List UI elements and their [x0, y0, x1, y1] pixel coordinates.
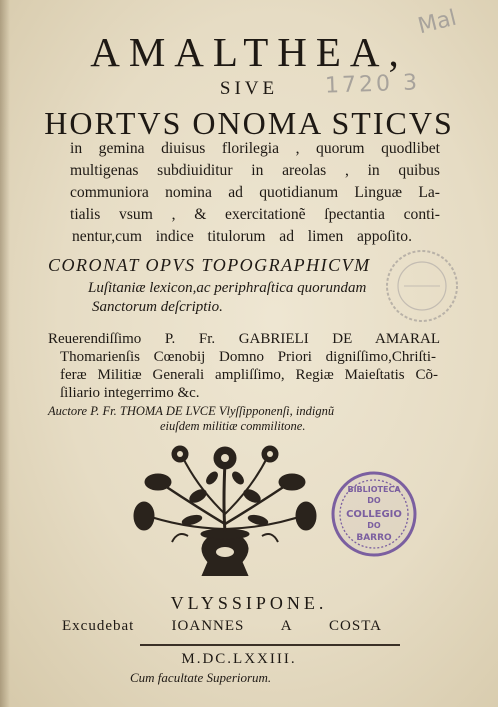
- stamp-line: DO: [367, 521, 381, 530]
- stamp-line: DO: [367, 496, 381, 505]
- library-stamp: [330, 470, 418, 558]
- dedication-line: Thomarienſis Cœnobij Domno Priori digniſſimo,Chriſti-: [60, 349, 436, 365]
- description-line: communiora nomina ad quotidianum Linguæ La-: [70, 184, 440, 201]
- imprint-licence: Cum facultate Superiorum.: [130, 670, 272, 685]
- stamp-line: BARRO: [356, 533, 392, 543]
- description-line: tialis vsum , & exercitationẽ ſpectantia conti-: [70, 206, 440, 223]
- dedication-line: feræ Militiæ Generali ampliſſimo, Regiæ Maieſtatis Cõ-: [60, 367, 438, 383]
- stamp-line: BIBLIOTECA: [347, 485, 401, 494]
- book-title: AMALTHEA,: [90, 29, 408, 75]
- flower-vase-woodcut-icon: [132, 444, 318, 576]
- stamp-line: COLLEGIO: [346, 509, 402, 520]
- description-line: nentur,cum indice titulorum ad limen appoſito.: [72, 228, 412, 245]
- description-line: in gemina diuisus florilegia , quorum quodlibet: [70, 140, 440, 157]
- imprint-city: VLYSSIPONE.: [170, 593, 328, 613]
- book-subtitle: HORTVS ONOMA STICVS: [44, 105, 454, 141]
- imprint-rule: [140, 644, 400, 646]
- handwritten-shelfmark: 1720 3: [324, 70, 421, 99]
- handwritten-note: Mal: [415, 5, 460, 40]
- dedication-line: Reuerendiſſimo P. Fr. GABRIELI DE AMARAL: [48, 331, 440, 347]
- author-line-2: eiuſdem militiæ commilitone.: [160, 419, 306, 433]
- author-line: Auctore P. Fr. THOMA DE LVCE Vlyſſipponenſi, indignũ: [48, 404, 335, 418]
- imprint-year: M.DC.LXXIII.: [181, 651, 297, 667]
- faded-library-stamp: [384, 248, 460, 324]
- description-line: multigenas subdiuiditur in areolas , in quibus: [70, 162, 440, 179]
- imprint-printer: Excudebat IOANNES A COSTA: [62, 618, 382, 634]
- coronat-heading: CORONAT OPVS TOPOGRAPHICVM: [48, 255, 371, 275]
- title-sive: SIVE: [219, 78, 279, 99]
- lusitania-line: Luſitaniæ lexicon,ac periphraſtica quorundam: [88, 280, 367, 296]
- dedication-line: ſiliario integerrimo &c.: [60, 385, 200, 401]
- sanctorum-line: Sanctorum deſcriptio.: [92, 299, 223, 315]
